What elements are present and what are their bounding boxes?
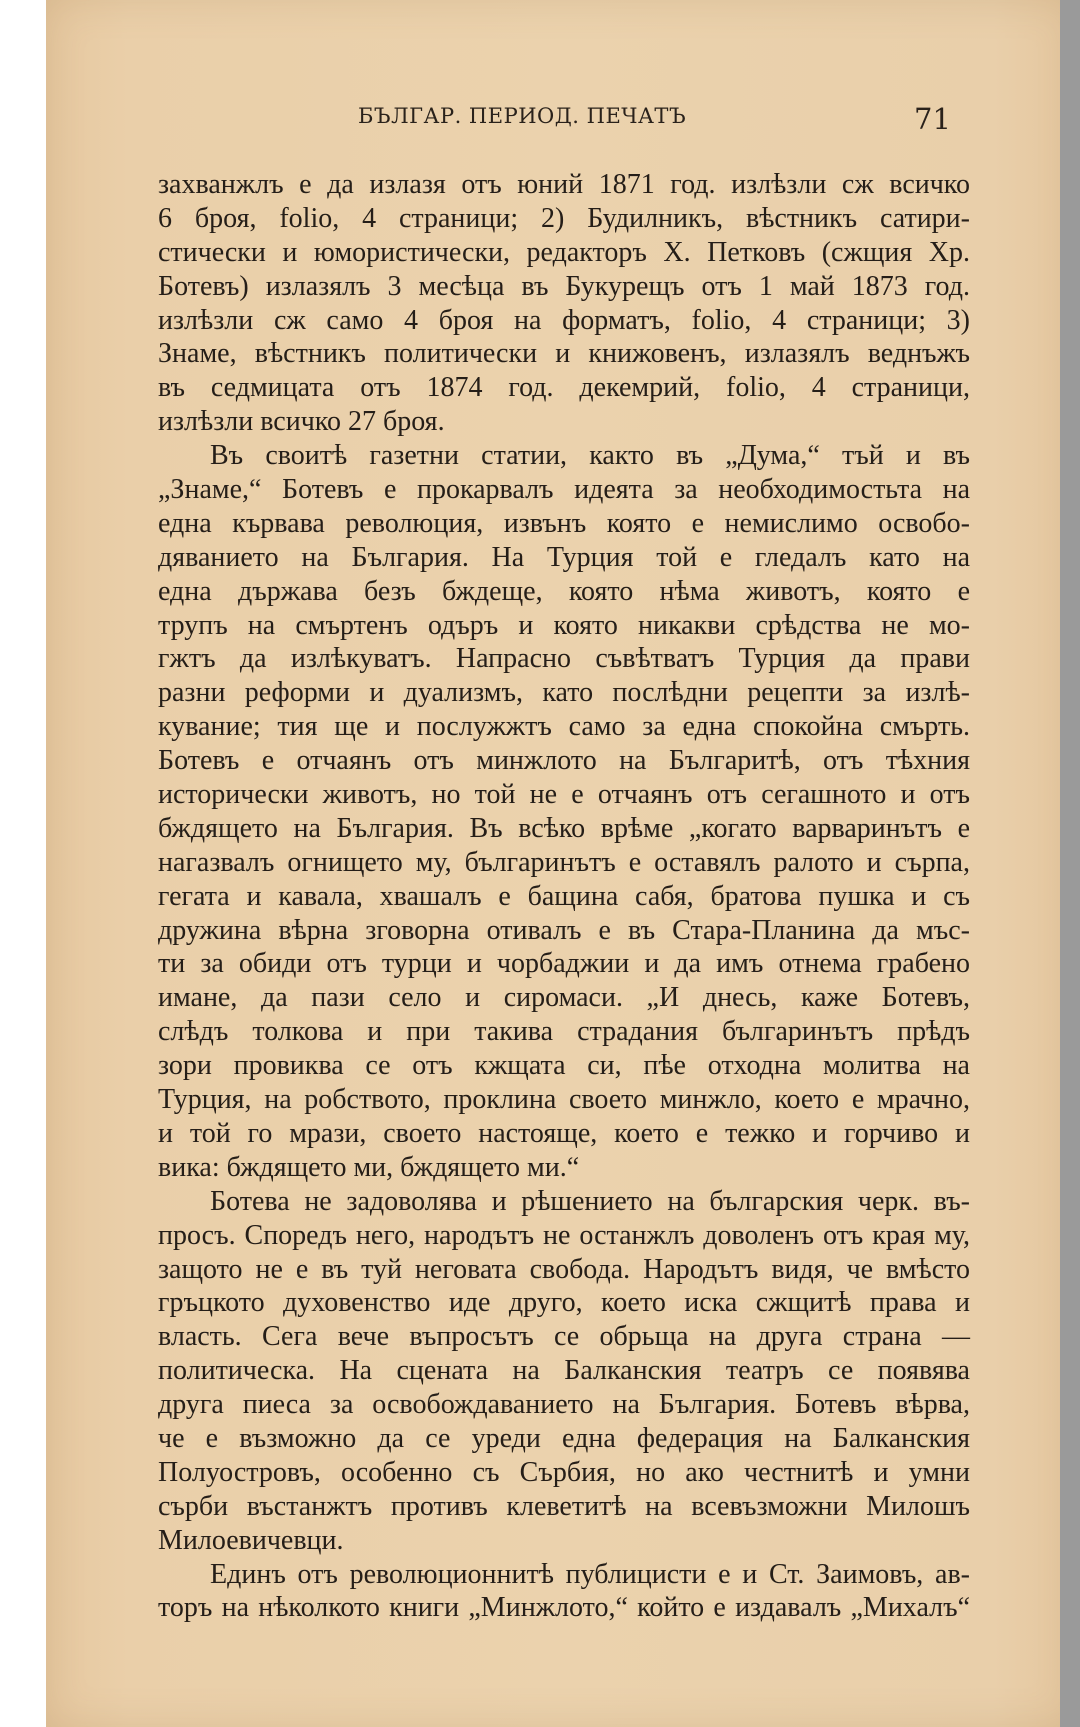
text-line: стически и юмористически, редакторъ Х. Петковъ (сжщия Хр. [158,236,970,268]
text-line: вика: бждящето ми, бждящето ми.“ [158,1151,580,1183]
text-line: една държава безъ бждеще, която нѣма животъ, която е [158,575,970,607]
text-line: политическа. На сцената на Балканския театръ се появява [158,1355,970,1387]
text-line: слѣдъ толкова и при такива страдания българинътъ прѣдъ [158,1016,970,1048]
running-header: БЪЛГАР. ПЕРИОД. ПЕЧАТЪ [358,104,687,128]
text-line: нагазвалъ огнището му, българинътъ е оставялъ ралото и сърпа, [158,846,970,878]
text-line: бждящето на България. Въ всѣко врѣме „когато варваринътъ е [158,812,970,844]
text-line: 6 броя, folio, 4 страници; 2) Будилникъ, вѣстникъ сатири- [158,202,970,234]
text-line: сърби въстанжтъ противъ клеветитѣ на всевъзможни Милошъ [158,1490,970,1522]
text-line: Турция, на робството, проклина своето минжло, което е мрачно, [158,1084,970,1116]
text-line: гръцкото духовенство иде друго, което иска сжщитѣ права и [158,1287,970,1319]
body-text [158,168,970,1625]
text-line: торъ на нѣколкото книги „Минжлото,“ който е издавалъ „Михалъ“ [158,1592,970,1624]
text-line: просъ. Споредъ него, народътъ не останжлъ доволенъ отъ края му, [158,1219,970,1251]
text-line: че е възможно да се уреди една федерация на Балканския [158,1422,970,1454]
text-line: излѣзли всичко 27 броя. [158,406,445,438]
scan-edge [1060,0,1080,1727]
text-line: власть. Сега вече въпросътъ се обрьща на друга страна — [158,1321,970,1353]
text-line: друга пиеса за освобождаванието на България. Ботевъ вѣрва, [158,1389,970,1421]
text-line: ти за обиди отъ турци и чорбаджии и да имъ отнема грабено [158,948,970,980]
text-line: Ботевъ) излазялъ 3 месѣца въ Букурещъ отъ 1 май 1873 год. [158,270,970,302]
text-line: захванжлъ е да излазя отъ юний 1871 год. излѣзли сж всичко [158,169,970,200]
text-line: защото не е въ туй неговата свобода. Народътъ видя, че вмѣсто [158,1253,970,1285]
text-line: зори провиква се отъ кжщата си, пѣе отходна молитва на [158,1050,970,1082]
page-number: 71 [914,102,951,136]
paper-sheet [46,0,1076,1727]
text-line: Ботевъ е отчаянъ отъ минжлото на Българитѣ, отъ тѣхния [158,745,970,777]
text-line: Полуостровъ, особенно съ Сърбия, но ако честнитѣ и умни [158,1456,970,1488]
text-line: въ седмицата отъ 1874 год. декемрий, folio, 4 страници, [158,372,970,404]
text-line: Единъ отъ революционнитѣ публицисти е и Ст. Заимовъ, ав- [210,1558,970,1590]
text-line: кувание; тия ще и послужжтъ само за една спокойна смърть. [158,711,970,743]
text-line: исторически животъ, но той не е отчаянъ отъ сегашното и отъ [158,779,970,811]
text-line: Знаме, вѣстникъ политически и книжовенъ, излазялъ веднъжъ [158,338,970,370]
text-line: „Знаме,“ Ботевъ е прокарвалъ идеята за необходимостьта на [158,474,970,506]
text-line: гжтъ да излѣкуватъ. Напрасно съвѣтватъ Турция да прави [158,643,970,675]
text-line: разни реформи и дуализмъ, като послѣдни рецепти за излѣ- [158,677,970,709]
text-line: Милоевичевци. [158,1524,344,1556]
text-line: Въ своитѣ газетни статии, както въ „Дума,“ тъй и въ [210,440,970,472]
text-line: една кървава революция, извънъ която е немислимо освобо- [158,507,970,539]
text-line: трупъ на смъртенъ одъръ и която никакви срѣдства не мо- [158,609,970,641]
text-line: дружина вѣрна зговорна отивалъ е въ Стара-Планина да мъс- [158,914,970,946]
text-line: Ботева не задоволява и рѣшението на българския черк. въ- [210,1185,970,1217]
text-line: излѣзли сж само 4 броя на форматъ, folio, 4 страници; 3) [158,304,970,336]
text-line: имане, да пази село и сиромаси. „И днесь, каже Ботевъ, [158,982,970,1014]
text-line: дяванието на България. На Турция той е гледалъ като на [158,541,970,573]
text-line: и той го мрази, своето настояще, което е тежко и горчиво и [158,1117,970,1149]
text-line: гегата и кавала, хвашалъ е бащина сабя, братова пушка и съ [158,880,970,912]
